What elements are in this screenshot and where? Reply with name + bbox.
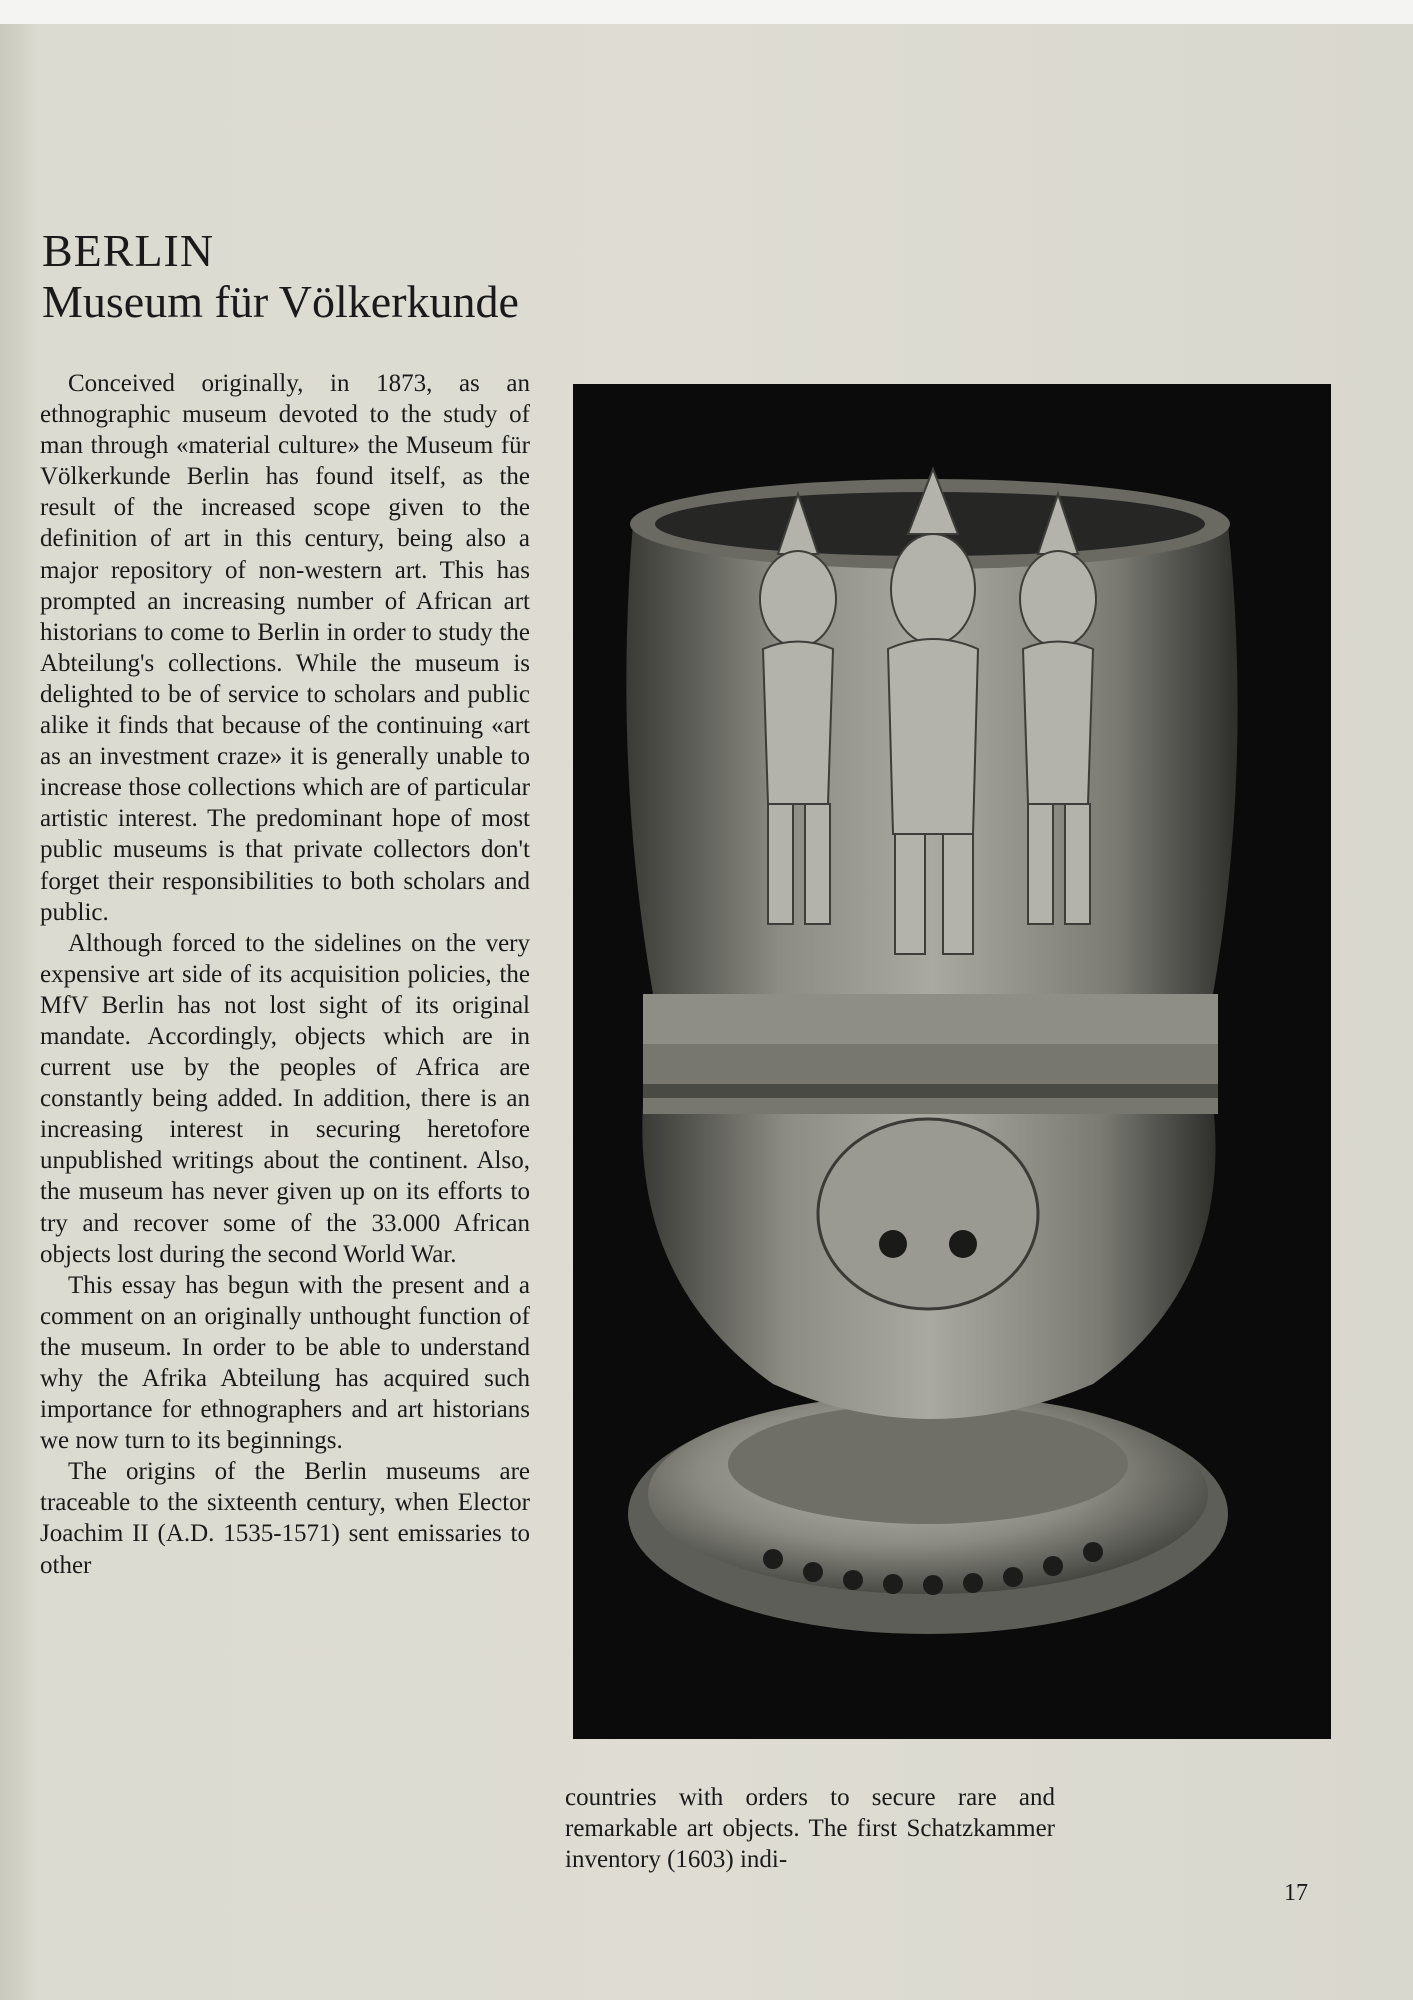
paragraph-1: Conceived originally, in 1873, as an ethnographic museum devoted to the study of man through «material culture» the Museum für Völkerkunde Berlin has found itself, as the result of the increased scope given to the definition of art in this century, being also a major repository of non-western art. This has prompted an increasing number of African art historians to come to Berlin in order to study the Abteilung's collections. While the museum is delighted to be of service to scholars and public alike it finds that because of the continuing «art as an investment craze» it is generally unable to increase those collections which are of particular artistic interest. The predominant hope of most public museums is that private collectors don't forget their responsibilities to both scholars and public.	[40, 370, 530, 926]
carved-ivory-cup-icon	[573, 384, 1331, 1739]
artifact-photograph	[573, 384, 1331, 1739]
left-text-column	[40, 368, 530, 1581]
continuation-text: countries with orders to secure rare and remarkable art objects. The first Schatzkammer inventory (1603) indi-	[565, 1784, 1055, 1873]
paragraph-2: Although forced to the sidelines on the very expensive art side of its acquisition policies, the MfV Berlin has not lost sight of its original mandate. Accordingly, objects which are in current use by the peoples of Africa are constantly being added. In addition, there is an increasing interest in securing heretofore unpublished writings about the continent. Also, the museum has never given up on its efforts to try and recover some of the 33.000 African objects lost during the second World War.	[40, 929, 530, 1268]
article-heading	[42, 226, 519, 328]
heading-museum: Museum für Völkerkunde	[42, 276, 519, 327]
paragraph-3: This essay has begun with the present and a comment on an originally unthought function of the museum. In order to be able to understand why the Afrika Abteilung has acquired such importance for ethnographers and art historians we now turn to its beginnings.	[40, 1271, 530, 1455]
page-number: 17	[1284, 1880, 1308, 1906]
paragraph-4: The origins of the Berlin museums are traceable to the sixteenth century, when Elector Joachim II (A.D. 1535-1571) sent emissaries to other	[40, 1458, 530, 1579]
heading-city: BERLIN	[42, 225, 215, 276]
right-text-column	[565, 1782, 1055, 1875]
scan-top-edge	[0, 0, 1413, 24]
